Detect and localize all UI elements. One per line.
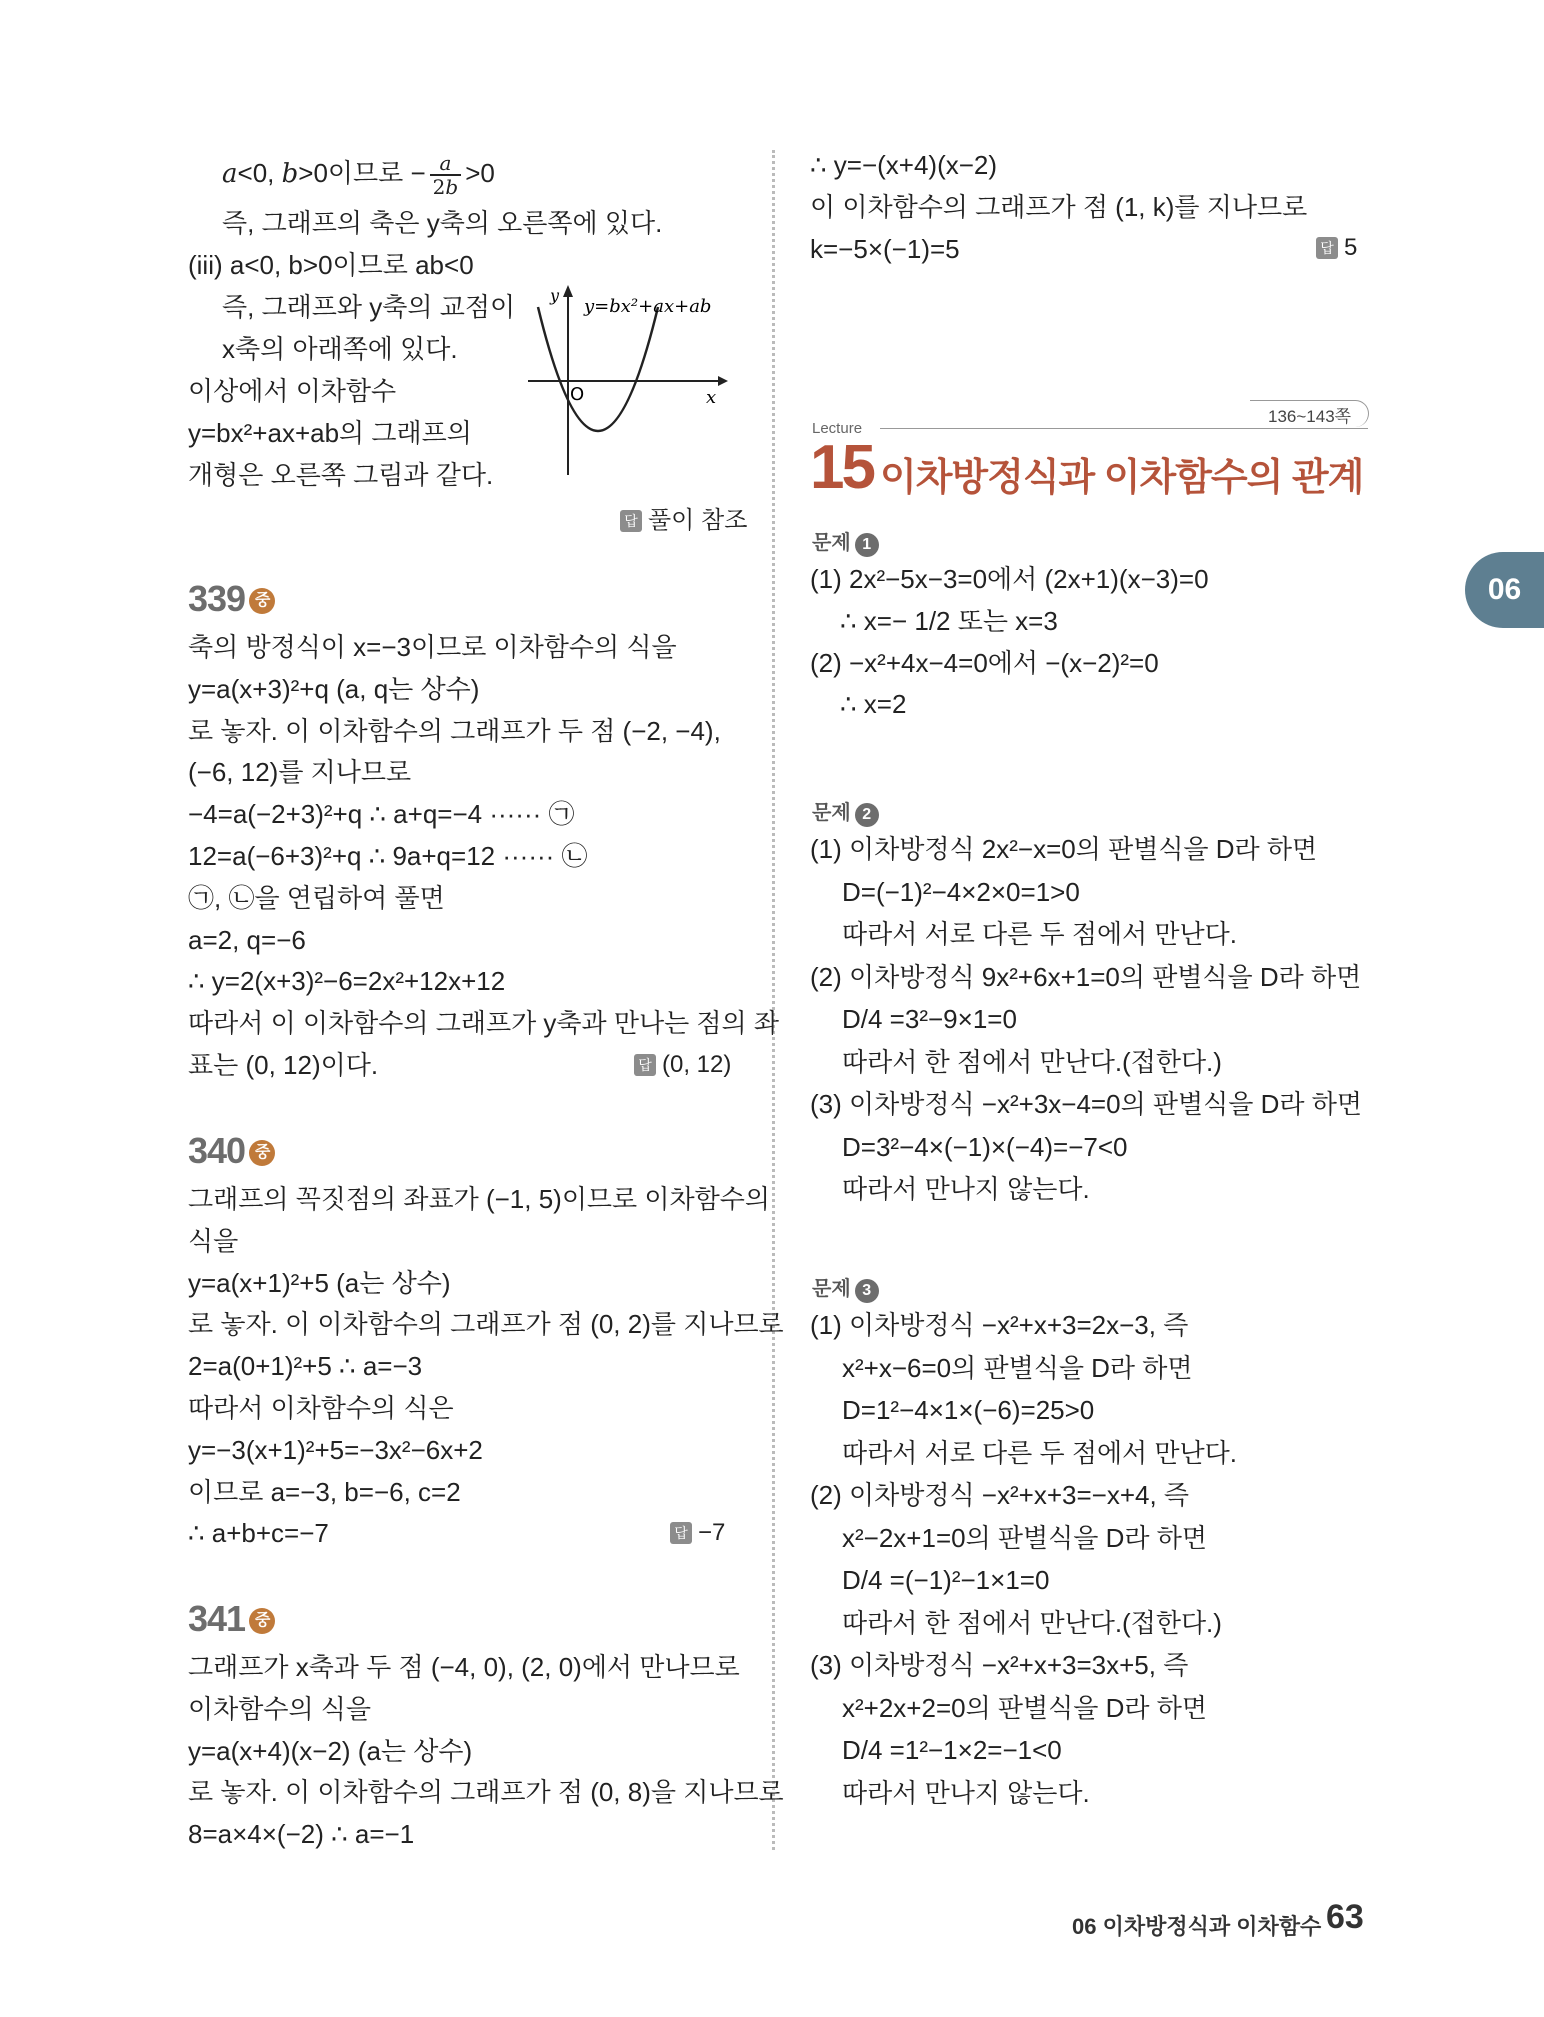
m1-line: ∴ x=− 1/2 또는 x=3 <box>840 605 1058 636</box>
problem-341-answer: 답 5 <box>1316 234 1357 262</box>
p339-line: 12=a(−6+3)²+q ∴ 9a+q=12 ······ ㉡ <box>188 841 588 871</box>
column-divider <box>772 150 775 1850</box>
parabola-graph <box>528 285 728 475</box>
intro-line-1: a<0, b>0이므로 − $\frac{a}{2b}$ >0 <box>222 151 495 199</box>
intro-line-5: x축의 아래쪽에 있다. <box>222 334 458 364</box>
p341-line: 그래프가 x축과 두 점 (−4, 0), (2, 0)에서 만나므로 <box>188 1652 740 1682</box>
intro-line-2: 즉, 그래프의 축은 y축의 오른쪽에 있다. <box>222 208 663 238</box>
p341-line: 로 놓자. 이 이차함수의 그래프가 점 (0, 8)을 지나므로 <box>188 1777 784 1808</box>
rtop-line: 이 이차함수의 그래프가 점 (1, k)를 지나므로 <box>810 191 1308 222</box>
p341-line: y=a(x+4)(x−2) (a는 상수) <box>188 1735 473 1766</box>
p339-line: ∴ y=2(x+3)²−6=2x²+12x+12 <box>188 966 506 997</box>
graph-x-label: x <box>706 387 717 408</box>
m1-line: ∴ x=2 <box>840 689 907 720</box>
m3-line: 따라서 한 점에서 만난다.(접한다.) <box>842 1607 1222 1638</box>
p340-line: 그래프의 꼭짓점의 좌표가 (−1, 5)이므로 이차함수의 <box>188 1184 770 1214</box>
intro-line-3: (iii) a<0, b>0이므로 ab<0 <box>188 250 474 280</box>
intro-line-7: y=bx²+ax+ab의 그래프의 <box>188 418 472 448</box>
level-badge-icon: 중 <box>249 1140 275 1166</box>
m2-line: (2) 이차방정식 9x²+6x+1=0의 판별식을 D라 하면 <box>810 961 1362 992</box>
munje-3-heading: 문제 3 <box>812 1272 879 1303</box>
m2-line: D=(−1)²−4×2×0=1>0 <box>842 876 1080 907</box>
footer-chapter-title: 06 이차방정식과 이차함수 <box>1072 1914 1322 1939</box>
m3-line: D/4 =1²−1×2=−1<0 <box>842 1735 1062 1765</box>
problem-340-answer: 답 −7 <box>670 1519 725 1547</box>
p340-line: y=−3(x+1)²+5=−3x²−6x+2 <box>188 1434 483 1465</box>
parabola-curve <box>538 307 658 431</box>
intro-line-4: 즉, 그래프와 y축의 교점이 <box>222 292 516 322</box>
m3-line: x²−2x+1=0의 판별식을 D라 하면 <box>842 1522 1207 1553</box>
level-badge-icon: 중 <box>249 1608 275 1634</box>
munje-1-heading: 문제 1 <box>812 526 879 557</box>
graph-equation-label: y=bx²+ax+ab <box>584 296 712 317</box>
x-axis-arrow-icon <box>718 376 728 386</box>
number-circle-icon: 3 <box>855 1279 879 1303</box>
p339-line: (−6, 12)를 지나므로 <box>188 757 412 788</box>
p341-line: 이차함수의 식을 <box>188 1693 372 1724</box>
p340-line: ∴ a+b+c=−7 <box>188 1518 329 1549</box>
munje-2-heading: 문제 2 <box>812 796 879 827</box>
answer-badge-icon: 답 <box>634 1054 656 1076</box>
problem-341-number: 341 중 <box>188 1598 275 1640</box>
rtop-line: k=−5×(−1)=5 <box>810 233 960 264</box>
m2-line: D=3²−4×(−1)×(−4)=−7<0 <box>842 1131 1128 1162</box>
lecture-header-rule <box>880 428 1368 429</box>
m3-line: (3) 이차방정식 −x²+x+3=3x+5, 즉 <box>810 1650 1189 1680</box>
problem-339-answer: 답 (0, 12) <box>634 1051 731 1079</box>
p339-line: 표는 (0, 12)이다. <box>188 1050 379 1080</box>
p339-line: 따라서 이 이차함수의 그래프가 y축과 만나는 점의 좌 <box>188 1008 780 1039</box>
number-circle-icon: 2 <box>855 803 879 827</box>
m3-line: (1) 이차방정식 −x²+x+3=2x−3, 즉 <box>810 1310 1189 1340</box>
p341-line: 8=a×4×(−2) ∴ a=−1 <box>188 1819 415 1850</box>
p340-line: 식을 <box>188 1225 239 1256</box>
m2-line: 따라서 서로 다른 두 점에서 만난다. <box>842 919 1237 949</box>
m3-line: (2) 이차방정식 −x²+x+3=−x+4, 즉 <box>810 1480 1190 1510</box>
m3-line: x²+x−6=0의 판별식을 D라 하면 <box>842 1352 1193 1383</box>
answer-badge-icon: 답 <box>620 510 642 532</box>
level-badge-icon: 중 <box>249 588 275 614</box>
footer-page-number: 63 <box>1326 1898 1364 1936</box>
m2-line: 따라서 만나지 않는다. <box>842 1174 1090 1204</box>
lecture-title: 이차방정식과 이차함수의 관계 <box>880 457 1364 499</box>
lecture-number: 15 <box>810 433 873 502</box>
m1-line: (1) 2x²−5x−3=0에서 (2x+1)(x−3)=0 <box>810 564 1209 594</box>
y-axis-arrow-icon <box>563 285 573 297</box>
p339-line: ㉠, ㉡을 연립하여 풀면 <box>188 882 445 913</box>
chapter-tab[interactable]: 06 <box>1465 552 1544 628</box>
intro-answer <box>620 500 747 535</box>
p339-line: y=a(x+3)²+q (a, q는 상수) <box>188 673 480 704</box>
p339-line: 축의 방정식이 x=−3이므로 이차함수의 식을 <box>188 632 677 662</box>
m3-line: 따라서 만나지 않는다. <box>842 1777 1090 1808</box>
p340-line: 이므로 a=−3, b=−6, c=2 <box>188 1476 461 1507</box>
m3-line: x²+2x+2=0의 판별식을 D라 하면 <box>842 1692 1207 1723</box>
problem-340-number: 340 중 <box>188 1130 275 1172</box>
lecture-label: Lecture <box>812 420 863 437</box>
m3-line: D/4 =(−1)²−1×1=0 <box>842 1565 1050 1595</box>
p340-line: 따라서 이차함수의 식은 <box>188 1393 454 1423</box>
rtop-line: ∴ y=−(x+4)(x−2) <box>810 150 998 180</box>
m2-line: (3) 이차방정식 −x²+3x−4=0의 판별식을 D라 하면 <box>810 1089 1362 1119</box>
lecture-page-range: 136~143쪽 <box>1268 407 1352 426</box>
p339-line: 로 놓자. 이 이차함수의 그래프가 두 점 (−2, −4), <box>188 715 721 746</box>
intro-line-6: 이상에서 이차함수 <box>188 376 397 406</box>
answer-badge-icon: 답 <box>670 1522 692 1544</box>
graph-y-label: y <box>550 286 560 305</box>
m2-line: (1) 이차방정식 2x²−x=0의 판별식을 D라 하면 <box>810 834 1318 864</box>
intro-line-8: 개형은 오른쪽 그림과 같다. <box>188 460 494 490</box>
m3-line: 따라서 서로 다른 두 점에서 만난다. <box>842 1437 1237 1468</box>
p340-line: y=a(x+1)²+5 (a는 상수) <box>188 1267 451 1298</box>
m1-line: (2) −x²+4x−4=0에서 −(x−2)²=0 <box>810 647 1159 678</box>
p339-line: a=2, q=−6 <box>188 924 306 955</box>
m3-line: D=1²−4×1×(−6)=25>0 <box>842 1395 1095 1425</box>
answer-badge-icon: 답 <box>1316 237 1338 259</box>
problem-339-number: 339 중 <box>188 578 275 620</box>
m2-line: 따라서 한 점에서 만난다.(접한다.) <box>842 1046 1222 1077</box>
graph-origin-label: O <box>570 384 585 405</box>
p340-line: 2=a(0+1)²+5 ∴ a=−3 <box>188 1351 423 1382</box>
p340-line: 로 놓자. 이 이차함수의 그래프가 점 (0, 2)를 지나므로 <box>188 1309 784 1340</box>
intro-answer-text: 풀이 참조 <box>648 507 748 534</box>
number-circle-icon: 1 <box>855 533 879 557</box>
p339-line: −4=a(−2+3)²+q ∴ a+q=−4 ······ ㉠ <box>188 799 575 830</box>
m2-line: D/4 =3²−9×1=0 <box>842 1004 1017 1034</box>
